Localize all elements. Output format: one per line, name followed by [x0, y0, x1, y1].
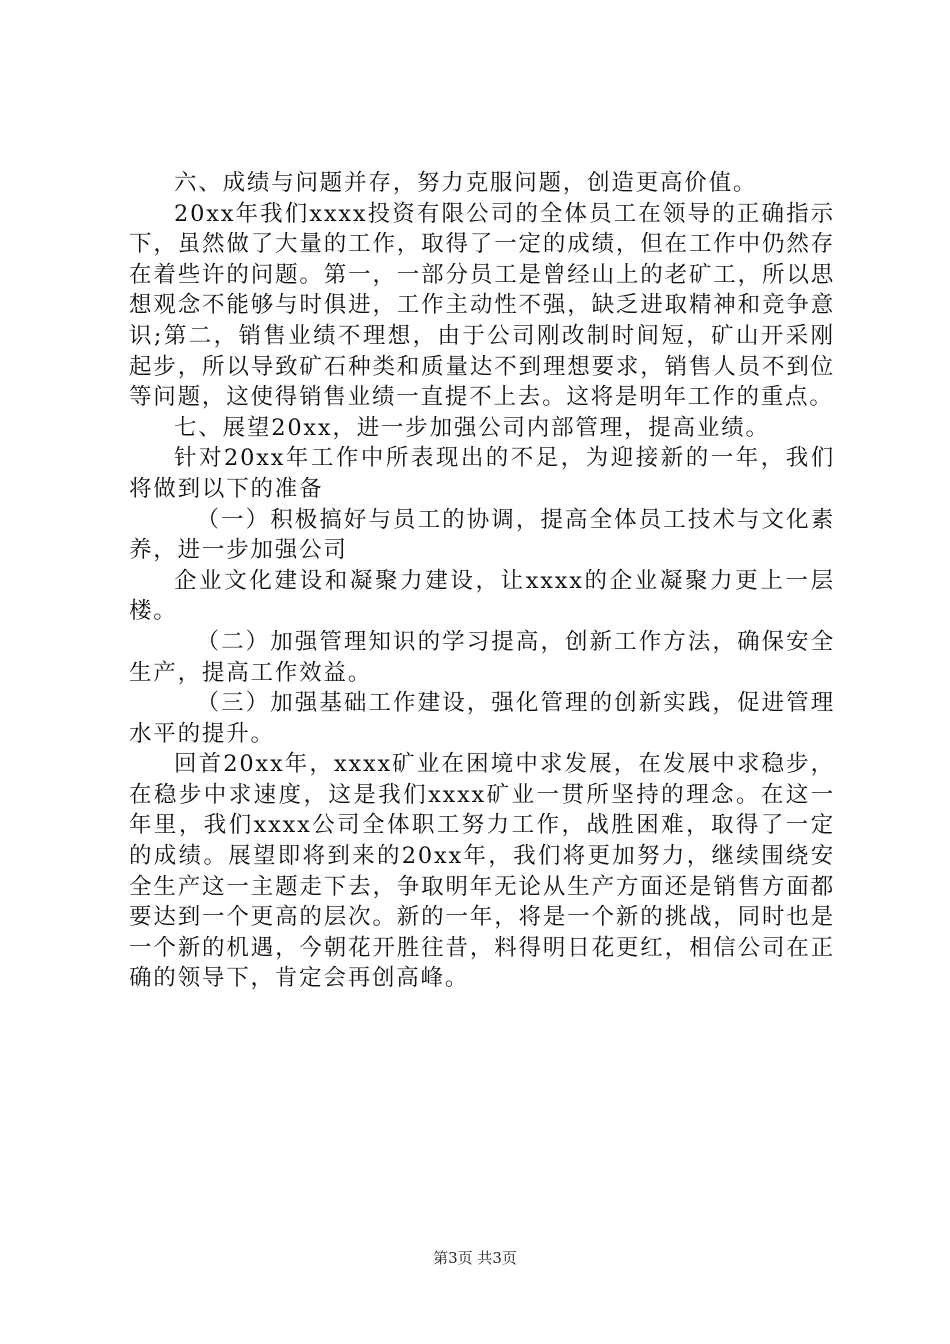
paragraph-corporate-culture: 企业文化建设和凝聚力建设，让xxxx的企业凝聚力更上一层楼。: [129, 567, 835, 625]
paragraph-preparation-intro: 针对20xx年工作中所表现出的不足，为迎接新的一年，我们将做到以下的准备: [129, 445, 835, 502]
section-heading-seven: 七、展望20xx，进一步加强公司内部管理，提高业绩。: [174, 414, 770, 441]
paragraph-conclusion: 回首20xx年，xxxx矿业在困境中求发展，在发展中求稳步，在稳步中求速度，这是我们xxxx矿业一贯所坚持的理念。在这一年里，我们xxxx公司全体职工努力工作，战胜困难，取得了一定的成绩。展望即将到来的20xx年，我们将更加努力，继续围绕安全生产这一主题走下去，争取明年无论从生产方面还是销售方面都要达到一个更高的层次。新的一年，将是一个新的挑战，同时也是一个新的机遇，今朝花开胜往昔，料得明日花更红，相信公司在正确的领导下，肯定会再创高峰。: [129, 751, 835, 992]
list-item-one: （一）积极搞好与员工的协调，提高全体员工技术与文化素养，进一步加强公司: [129, 506, 835, 564]
document-body: [129, 168, 835, 994]
section-heading-six: 六、成绩与问题并存，努力克服问题，创造更高价值。: [174, 170, 758, 196]
list-item-three: （三）加强基础工作建设，强化管理的创新实践，促进管理水平的提升。: [129, 690, 835, 747]
list-item-two: （二）加强管理知识的学习提高，创新工作方法，确保安全生产，提高工作效益。: [129, 628, 835, 686]
paragraph-problems: 20xx年我们xxxx投资有限公司的全体员工在领导的正确指示下，虽然做了大量的工作，取得了一定的成绩，但在工作中仍然存在着些许的问题。第一，一部分员工是曾经山上的老矿工，所以思想观念不能够与时俱进，工作主动性不强，缺乏进取精神和竞争意识;第二，销售业绩不理想，由于公司刚改制时间短，矿山开采刚起步，所以导致矿石种类和质量达不到理想要求，销售人员不到位等问题，这使得销售业绩一直提不上去。这将是明年工作的重点。: [129, 200, 835, 411]
page-footer: 第3页 共3页: [433, 1249, 517, 1267]
